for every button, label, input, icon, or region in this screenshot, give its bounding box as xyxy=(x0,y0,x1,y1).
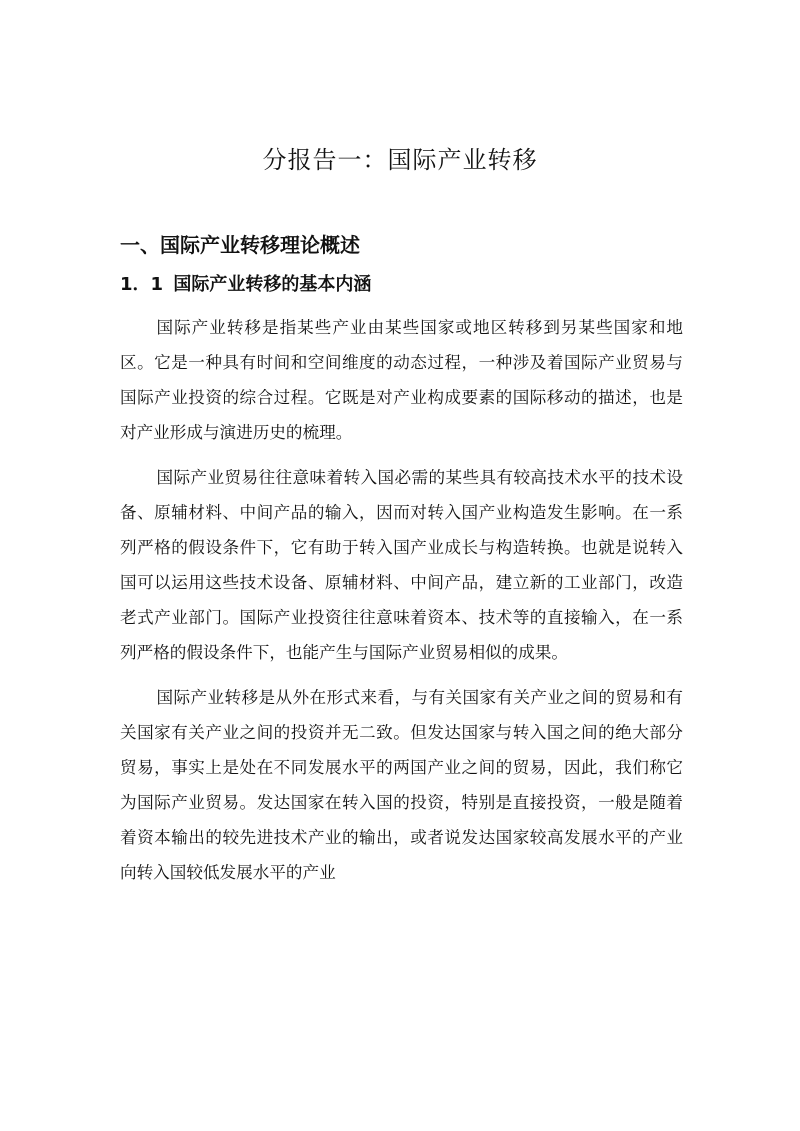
paragraph-3: 国际产业转移是从外在形式来看，与有关国家有关产业之间的贸易和有关国家有关产业之间的投资并无二致。但发达国家与转入国之间的绝大部分贸易，事实上是处在不同发展水平的两国产业之间的贸易，因此，我们称它为国际产业贸易。发达国家在转入国的投资，特别是直接投资，一般是随着着资本输出的较先进技术产业的输出，或者说发达国家较高发展水平的产业向转入国较低发展水平的产业 xyxy=(120,688,683,882)
document-title: 分报告一：国际产业转移 xyxy=(262,146,538,174)
paragraph-1: 国际产业转移是指某些产业由某些国家或地区转移到另某些国家和地区。它是一种具有时间和空间维度的动态过程，一种涉及着国际产业贸易与国际产业投资的综合过程。它既是对产业构成要素的国际移动的描述，也是对产业形成与演进历史的梳理。 xyxy=(120,318,683,442)
paragraph-2: 国际产业贸易往往意味着转入国必需的某些具有较高技术水平的技术设备、原辅材料、中间产品的输入，因而对转入国产业构造发生影响。在一系列严格的假设条件下，它有助于转入国产业成长与构造转换。也就是说转入国可以运用这些技术设备、原辅材料、中间产品，建立新的工业部门，改造老式产业部门。国际产业投资往往意味着资本、技术等的直接输入，在一系列严格的假设条件下，也能产生与国际产业贸易相似的成果。 xyxy=(120,468,683,662)
subsection-heading: 1．1 国际产业转移的基本内涵 xyxy=(120,274,372,295)
body-text xyxy=(120,310,683,900)
section-heading: 一、国际产业转移理论概述 xyxy=(120,233,360,257)
